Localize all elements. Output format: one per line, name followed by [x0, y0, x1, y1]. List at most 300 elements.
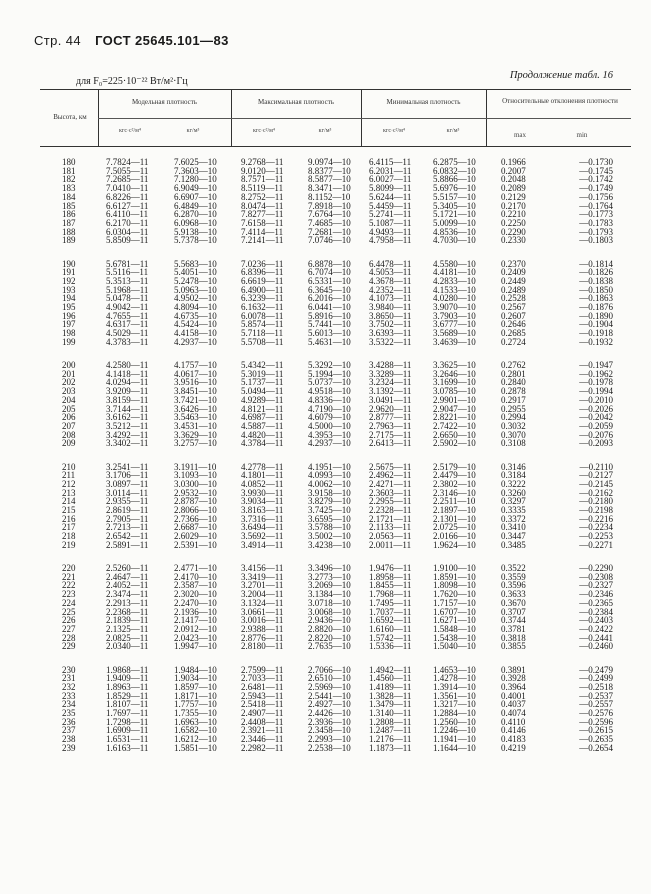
- max-kgs-cell: 5.7118—11: [241, 328, 284, 339]
- max-kg-cell: 9.0974—10: [308, 157, 351, 167]
- model-kgs-cell: 2.8619—11: [106, 505, 149, 515]
- rel-min-cell: —0.2093: [579, 438, 613, 449]
- model-kgs-cell: 7.7824—11: [106, 157, 149, 167]
- max-kg-cell: 2.6510—10: [308, 673, 351, 684]
- max-kg-cell: 5.1994—10: [308, 368, 351, 379]
- header-top-rule: [40, 89, 631, 90]
- max-kgs-cell: 7.4114—11: [241, 226, 284, 237]
- model-kgs-cell: 2.1325—11: [106, 623, 149, 634]
- col-model: Модельная плотность: [131, 98, 197, 106]
- max-kg-cell: 3.9158—10: [308, 487, 351, 498]
- rel-max-cell: 0.3032: [501, 420, 526, 431]
- model-kgs-cell: 4.0294—11: [106, 377, 149, 388]
- rel-min-cell: —0.1850: [579, 284, 613, 295]
- max-kgs-cell: 3.6494—11: [241, 522, 284, 533]
- max-kg-cell: 2.3936—10: [308, 716, 351, 727]
- rel-max-cell: 0.3818: [501, 632, 526, 643]
- height-cell: 217: [62, 522, 76, 533]
- min-kgs-cell: 4.2352—11: [369, 284, 412, 295]
- min-kg-cell: 3.3625—10: [433, 360, 476, 370]
- model-kgs-cell: 1.7697—11: [106, 708, 149, 718]
- max-kgs-cell: 7.2141—11: [241, 235, 284, 246]
- model-kg-cell: 4.4158—10: [174, 328, 217, 339]
- rel-max-cell: 0.2250: [501, 217, 526, 228]
- min-kgs-cell: 2.3603—11: [369, 487, 412, 498]
- max-kg-cell: 6.7074—10: [308, 267, 351, 278]
- max-kgs-cell: 2.5943—11: [241, 690, 284, 701]
- max-kgs-cell: 3.0016—11: [241, 615, 284, 626]
- max-kg-cell: 7.4685—10: [308, 217, 351, 228]
- model-kg-cell: 3.1093—10: [174, 470, 217, 481]
- max-kgs-cell: 3.8163—11: [241, 505, 284, 515]
- rel-max-cell: 0.3964: [501, 681, 526, 692]
- rel-min-cell: —0.2145: [579, 478, 613, 489]
- max-kg-cell: 4.6079—10: [308, 412, 351, 423]
- max-kgs-cell: 6.4900—11: [241, 284, 284, 295]
- model-kgs-cell: 3.7144—11: [106, 403, 149, 414]
- model-kgs-cell: 6.8226—11: [106, 191, 149, 202]
- min-kgs-cell: 2.8777—11: [369, 412, 412, 423]
- height-cell: 204: [62, 394, 76, 405]
- rel-min-cell: —0.1962: [579, 368, 613, 379]
- min-kgs-cell: 2.4271—11: [369, 478, 412, 489]
- min-kg-cell: 1.6271—10: [433, 615, 476, 626]
- min-kg-cell: 3.4639—10: [433, 336, 476, 347]
- model-kg-cell: 1.9484—10: [174, 664, 217, 675]
- min-kg-cell: 2.9047—10: [433, 403, 476, 414]
- model-kgs-cell: 3.5212—11: [106, 420, 149, 431]
- table-row: [40, 642, 631, 651]
- model-kg-cell: 5.0963—10: [174, 284, 217, 295]
- model-kg-cell: 6.6907—10: [174, 191, 217, 202]
- min-kg-cell: 4.4181—10: [433, 267, 476, 278]
- min-kg-cell: 1.4653—10: [433, 664, 476, 675]
- rel-min-cell: —0.2234: [579, 522, 613, 533]
- max-kg-cell: 3.7425—10: [308, 505, 351, 515]
- table-condition: [76, 76, 188, 87]
- max-kg-cell: 4.1951—10: [308, 461, 351, 472]
- max-kg-cell: 4.8336—10: [308, 394, 351, 405]
- min-kgs-cell: 5.1087—11: [369, 217, 412, 228]
- min-kgs-cell: 1.3479—11: [369, 699, 412, 710]
- rel-max-cell: 0.3222: [501, 478, 526, 489]
- rel-min-cell: —0.2308: [579, 571, 613, 582]
- model-kgs-cell: 7.5055—11: [106, 165, 149, 176]
- model-kg-cell: 2.5391—10: [174, 539, 217, 550]
- max-kg-cell: 8.1152—10: [308, 191, 351, 202]
- max-kg-cell: 6.8878—10: [308, 258, 351, 269]
- min-kg-cell: 2.3802—10: [433, 478, 476, 489]
- model-kgs-cell: 5.5116—11: [106, 267, 149, 278]
- model-kgs-cell: 3.8159—11: [106, 394, 149, 405]
- rel-min-cell: —0.2198: [579, 505, 613, 515]
- height-cell: 208: [62, 429, 76, 440]
- height-cell: 236: [62, 716, 76, 727]
- max-kgs-cell: 4.8121—11: [241, 403, 284, 414]
- model-kgs-cell: 2.7905—11: [106, 513, 149, 524]
- model-kg-cell: 2.4170—10: [174, 571, 217, 582]
- rel-max-cell: 0.4110: [501, 716, 526, 727]
- rel-min-cell: —0.1745: [579, 165, 613, 176]
- header-mid-rule: [98, 118, 631, 119]
- min-kgs-cell: 1.5742—11: [369, 632, 412, 643]
- max-kg-cell: 2.7635—10: [308, 641, 351, 652]
- min-kg-cell: 5.6976—10: [433, 183, 476, 194]
- rel-max-cell: 0.3335: [501, 505, 526, 515]
- model-kgs-cell: 3.9209—11: [106, 386, 149, 397]
- rel-min-cell: —0.2026: [579, 403, 613, 414]
- model-kgs-cell: 7.0410—11: [106, 183, 149, 194]
- rel-max-cell: 0.2048: [501, 174, 526, 185]
- max-kgs-cell: 2.3446—11: [241, 734, 284, 745]
- height-cell: 181: [62, 165, 76, 176]
- rel-min-cell: —0.2557: [579, 699, 613, 710]
- rel-min-cell: —0.2042: [579, 412, 613, 423]
- min-kg-cell: 4.7030—10: [433, 235, 476, 246]
- rel-max-cell: 0.3522: [501, 563, 526, 573]
- model-kgs-cell: 2.6542—11: [106, 531, 149, 542]
- min-kg-cell: 1.2560—10: [433, 716, 476, 727]
- rel-min-cell: —0.2441: [579, 632, 613, 643]
- max-kg-cell: 2.4426—10: [308, 708, 351, 718]
- rel-max-cell: 0.2801: [501, 368, 526, 379]
- min-kg-cell: 2.7422—10: [433, 420, 476, 431]
- max-kgs-cell: 2.5418—11: [241, 699, 284, 710]
- model-kg-cell: 3.8451—10: [174, 386, 217, 397]
- max-kgs-cell: 7.8277—11: [241, 209, 284, 220]
- max-kg-cell: 6.3645—10: [308, 284, 351, 295]
- rel-min-cell: —0.1764: [579, 200, 613, 211]
- model-kg-cell: 2.1936—10: [174, 606, 217, 617]
- min-kgs-cell: 1.5336—11: [369, 641, 412, 652]
- unit-max-kgs: кгс·с²/м⁴: [252, 128, 276, 134]
- model-kgs-cell: 2.5260—11: [106, 563, 149, 573]
- rel-min-cell: —0.2576: [579, 708, 613, 718]
- min-kgs-cell: 6.4478—11: [369, 258, 412, 269]
- max-kg-cell: 3.5002—10: [308, 531, 351, 542]
- rel-max-cell: 0.3596: [501, 580, 526, 591]
- model-kgs-cell: 3.0897—11: [106, 478, 149, 489]
- rel-max-cell: 0.2955: [501, 403, 526, 414]
- max-kgs-cell: 6.1632—11: [241, 302, 284, 312]
- max-kg-cell: 3.4238—10: [308, 539, 351, 550]
- max-kgs-cell: 5.8574—11: [241, 319, 284, 330]
- max-kg-cell: 3.0068—10: [308, 606, 351, 617]
- height-cell: 196: [62, 310, 76, 321]
- rel-max-cell: 0.3297: [501, 496, 526, 507]
- min-kgs-cell: 2.0011—11: [369, 539, 412, 550]
- max-kg-cell: 3.5788—10: [308, 522, 351, 533]
- max-kgs-cell: 4.4820—11: [241, 429, 284, 440]
- max-kg-cell: 4.0993—10: [308, 470, 351, 481]
- rel-max-cell: 0.3260: [501, 487, 526, 498]
- height-cell: 221: [62, 571, 76, 582]
- max-kgs-cell: 9.2768—11: [241, 157, 284, 167]
- min-kg-cell: 1.8591—10: [433, 571, 476, 582]
- rel-min-cell: —0.1947: [579, 360, 613, 370]
- min-kgs-cell: 2.7175—11: [369, 429, 412, 440]
- min-kgs-cell: 1.2487—11: [369, 725, 412, 736]
- model-kg-cell: 6.4849—10: [174, 200, 217, 211]
- min-kgs-cell: 1.2808—11: [369, 716, 412, 727]
- min-kg-cell: 1.9100—10: [433, 563, 476, 573]
- rel-min-cell: —0.2127: [579, 470, 613, 481]
- height-cell: 182: [62, 174, 76, 185]
- model-kgs-cell: 2.4647—11: [106, 571, 149, 582]
- model-kg-cell: 1.9947—10: [174, 641, 217, 652]
- rel-min-cell: —0.2596: [579, 716, 613, 727]
- min-kgs-cell: 1.8958—11: [369, 571, 412, 582]
- model-kgs-cell: 2.3474—11: [106, 589, 149, 600]
- rel-min-cell: —0.2180: [579, 496, 613, 507]
- height-cell: 202: [62, 377, 76, 388]
- rel-min-cell: —0.1773: [579, 209, 613, 220]
- header-bottom-rule: [40, 146, 631, 147]
- height-cell: 215: [62, 505, 76, 515]
- min-kgs-cell: 1.8455—11: [369, 580, 412, 591]
- height-cell: 233: [62, 690, 76, 701]
- model-kgs-cell: 1.6531—11: [106, 734, 149, 745]
- min-kg-cell: 1.6707—10: [433, 606, 476, 617]
- rel-min-cell: —0.1904: [579, 319, 613, 330]
- min-kgs-cell: 5.8099—11: [369, 183, 412, 194]
- min-kgs-cell: 5.4459—11: [369, 200, 412, 211]
- max-kgs-cell: 9.0120—11: [241, 165, 284, 176]
- rel-max-cell: 0.4074: [501, 708, 526, 718]
- max-kg-cell: 7.8918—10: [308, 200, 351, 211]
- max-kgs-cell: 2.6481—11: [241, 681, 284, 692]
- min-kg-cell: 1.4278—10: [433, 673, 476, 684]
- rel-max-cell: 0.4219: [501, 742, 526, 753]
- height-cell: 203: [62, 386, 76, 397]
- min-kg-cell: 2.0725—10: [433, 522, 476, 533]
- model-kg-cell: 2.3587—10: [174, 580, 217, 591]
- height-cell: 218: [62, 531, 76, 542]
- min-kgs-cell: 2.1133—11: [369, 522, 412, 533]
- model-kg-cell: 7.3603—10: [174, 165, 217, 176]
- max-kg-cell: 2.9436—10: [308, 615, 351, 626]
- rel-min-cell: —0.2365: [579, 597, 613, 608]
- rel-max-cell: 0.3372: [501, 513, 526, 524]
- max-kgs-cell: 5.3019—11: [241, 368, 284, 379]
- min-kg-cell: 1.7620—10: [433, 589, 476, 600]
- height-cell: 187: [62, 217, 76, 228]
- min-kgs-cell: 3.6393—11: [369, 328, 412, 339]
- rel-max-cell: 0.2840: [501, 377, 526, 388]
- rel-max-cell: 0.1966: [501, 157, 526, 167]
- max-kg-cell: 3.3496—10: [308, 563, 351, 573]
- max-kg-cell: 3.0718—10: [308, 597, 351, 608]
- min-kg-cell: 4.8536—10: [433, 226, 476, 237]
- max-kg-cell: 7.2681—10: [308, 226, 351, 237]
- max-kg-cell: 7.0746—10: [308, 235, 351, 246]
- rel-min-cell: —0.1793: [579, 226, 613, 237]
- max-kgs-cell: 6.3239—11: [241, 293, 284, 304]
- model-kgs-cell: 4.7655—11: [106, 310, 149, 321]
- min-kg-cell: 1.8098—10: [433, 580, 476, 591]
- unit-min-kgs: кгс·с²/м⁴: [382, 128, 406, 134]
- height-cell: 195: [62, 302, 76, 312]
- height-cell: 238: [62, 734, 76, 745]
- rel-max-cell: 0.4146: [501, 725, 526, 736]
- max-kg-cell: 6.5331—10: [308, 275, 351, 286]
- model-kg-cell: 7.6025—10: [174, 157, 217, 167]
- max-kgs-cell: 2.8776—11: [241, 632, 284, 643]
- rel-max-cell: 0.2330: [501, 235, 526, 246]
- table-row: [40, 338, 631, 347]
- min-kg-cell: 3.9070—10: [433, 302, 476, 312]
- rel-max-cell: 0.2994: [501, 412, 526, 423]
- model-kg-cell: 1.7757—10: [174, 699, 217, 710]
- rel-max-cell: 0.2528: [501, 293, 526, 304]
- min-kg-cell: 1.5438—10: [433, 632, 476, 643]
- height-cell: 209: [62, 438, 76, 449]
- rel-max-cell: 0.3707: [501, 606, 526, 617]
- max-kg-cell: 4.2937—10: [308, 438, 351, 449]
- model-kg-cell: 2.0912—10: [174, 623, 217, 634]
- max-kgs-cell: 4.0852—11: [241, 478, 284, 489]
- min-kg-cell: 1.1644—10: [433, 742, 476, 753]
- min-kgs-cell: 6.0027—11: [369, 174, 412, 185]
- min-kg-cell: 5.8866—10: [433, 174, 476, 185]
- model-kg-cell: 2.1417—10: [174, 615, 217, 626]
- page-number: Стр. 44: [34, 33, 82, 48]
- height-cell: 193: [62, 284, 76, 295]
- model-kg-cell: 3.9516—10: [174, 377, 217, 388]
- rel-max-cell: 0.2210: [501, 209, 526, 220]
- height-cell: 222: [62, 580, 76, 591]
- max-kgs-cell: 3.7316—11: [241, 513, 284, 524]
- rel-max-cell: 0.3744: [501, 615, 526, 626]
- col-height: Высота, км: [53, 113, 87, 121]
- max-kg-cell: 5.3292—10: [308, 360, 351, 370]
- min-kg-cell: 3.7903—10: [433, 310, 476, 321]
- unit-model-kg: кг/м³: [186, 128, 200, 134]
- min-kgs-cell: 1.7037—11: [369, 606, 412, 617]
- min-kgs-cell: 3.7502—11: [369, 319, 412, 330]
- height-cell: 185: [62, 200, 76, 211]
- model-kg-cell: 2.9532—10: [174, 487, 217, 498]
- min-kgs-cell: 1.4189—11: [369, 681, 412, 692]
- model-kgs-cell: 3.1706—11: [106, 470, 149, 481]
- max-kgs-cell: 4.2778—11: [241, 461, 284, 472]
- rel-max-cell: 0.2762: [501, 360, 526, 370]
- rel-min-cell: —0.2654: [579, 742, 613, 753]
- model-kgs-cell: 2.4052—11: [106, 580, 149, 591]
- min-kgs-cell: 5.6244—11: [369, 191, 412, 202]
- model-kgs-cell: 5.8509—11: [106, 235, 149, 246]
- model-kg-cell: 2.4771—10: [174, 563, 217, 573]
- min-kgs-cell: 2.7963—11: [369, 420, 412, 431]
- min-kg-cell: 1.3914—10: [433, 681, 476, 692]
- min-kg-cell: 2.9901—10: [433, 394, 476, 405]
- rel-min-cell: —0.2059: [579, 420, 613, 431]
- model-kgs-cell: 4.9042—11: [106, 302, 149, 312]
- max-kgs-cell: 8.2752—11: [241, 191, 284, 202]
- max-kgs-cell: 5.1737—11: [241, 377, 284, 388]
- rel-max-cell: 0.2724: [501, 336, 526, 347]
- model-kgs-cell: 3.0114—11: [106, 487, 149, 498]
- max-kgs-cell: 3.2004—11: [241, 589, 284, 600]
- rel-max-cell: 0.3070: [501, 429, 526, 440]
- rel-max-cell: 0.3184: [501, 470, 526, 481]
- height-cell: 201: [62, 368, 76, 379]
- model-kgs-cell: 5.3513—11: [106, 275, 149, 286]
- min-kgs-cell: 2.9620—11: [369, 403, 412, 414]
- model-kgs-cell: 2.7213—11: [106, 522, 149, 533]
- model-kg-cell: 1.6212—10: [174, 734, 217, 745]
- rel-max-cell: 0.2878: [501, 386, 526, 397]
- max-kg-cell: 8.3471—10: [308, 183, 351, 194]
- min-kgs-cell: 1.1873—11: [369, 742, 412, 753]
- max-kg-cell: 3.6595—10: [308, 513, 351, 524]
- rel-max-cell: 0.2489: [501, 284, 526, 295]
- rel-min-cell: —0.2327: [579, 580, 613, 591]
- rel-min-cell: —0.2076: [579, 429, 613, 440]
- min-kg-cell: 3.2646—10: [433, 368, 476, 379]
- min-kg-cell: 6.0832—10: [433, 165, 476, 176]
- height-cell: 230: [62, 664, 76, 675]
- max-kgs-cell: 3.0661—11: [241, 606, 284, 617]
- rel-max-cell: 0.2089: [501, 183, 526, 194]
- max-kg-cell: 3.2773—10: [308, 571, 351, 582]
- max-kgs-cell: 4.5887—11: [241, 420, 284, 431]
- min-kgs-cell: 3.2324—11: [369, 377, 412, 388]
- rel-min-cell: —0.2518: [579, 681, 613, 692]
- min-kgs-cell: 1.2176—11: [369, 734, 412, 745]
- min-kgs-cell: 2.2328—11: [369, 505, 412, 515]
- model-kgs-cell: 1.6909—11: [106, 725, 149, 736]
- rel-max-cell: 0.3855: [501, 641, 526, 652]
- min-kgs-cell: 4.3678—11: [369, 275, 412, 286]
- max-kg-cell: 5.8916—10: [308, 310, 351, 321]
- max-kg-cell: 4.7190—10: [308, 403, 351, 414]
- unit-max-kg: кг/м³: [318, 128, 332, 134]
- height-cell: 224: [62, 597, 76, 608]
- model-kgs-cell: 4.2580—11: [106, 360, 149, 370]
- height-cell: 226: [62, 615, 76, 626]
- model-kg-cell: 4.6735—10: [174, 310, 217, 321]
- max-kgs-cell: 5.0494—11: [241, 386, 284, 397]
- height-cell: 225: [62, 606, 76, 617]
- min-kgs-cell: 3.0491—11: [369, 394, 412, 405]
- height-cell: 206: [62, 412, 76, 423]
- col-min: Минимальная плотность: [386, 98, 461, 106]
- min-kg-cell: 3.0785—10: [433, 386, 476, 397]
- max-kgs-cell: 6.6619—11: [241, 275, 284, 286]
- model-kgs-cell: 4.1418—11: [106, 368, 149, 379]
- max-kgs-cell: 4.9289—11: [241, 394, 284, 405]
- rel-max-cell: 0.2170: [501, 200, 526, 211]
- min-kg-cell: 5.1721—10: [433, 209, 476, 220]
- model-kg-cell: 2.8066—10: [174, 505, 217, 515]
- min-kg-cell: 1.3561—10: [433, 690, 476, 701]
- min-kgs-cell: 1.3828—11: [369, 690, 412, 701]
- height-cell: 213: [62, 487, 76, 498]
- rel-min-cell: —0.2216: [579, 513, 613, 524]
- min-kg-cell: 4.0280—10: [433, 293, 476, 304]
- height-cell: 205: [62, 403, 76, 414]
- min-kgs-cell: 4.1073—11: [369, 293, 412, 304]
- model-kg-cell: 4.9502—10: [174, 293, 217, 304]
- height-cell: 180: [62, 157, 76, 167]
- height-cell: 189: [62, 235, 76, 246]
- min-kgs-cell: 2.5675—11: [369, 461, 412, 472]
- table-row: [40, 236, 631, 245]
- max-kg-cell: 6.0441—10: [308, 302, 351, 312]
- max-kg-cell: 2.2538—10: [308, 742, 351, 753]
- model-kgs-cell: 5.6781—11: [106, 258, 149, 269]
